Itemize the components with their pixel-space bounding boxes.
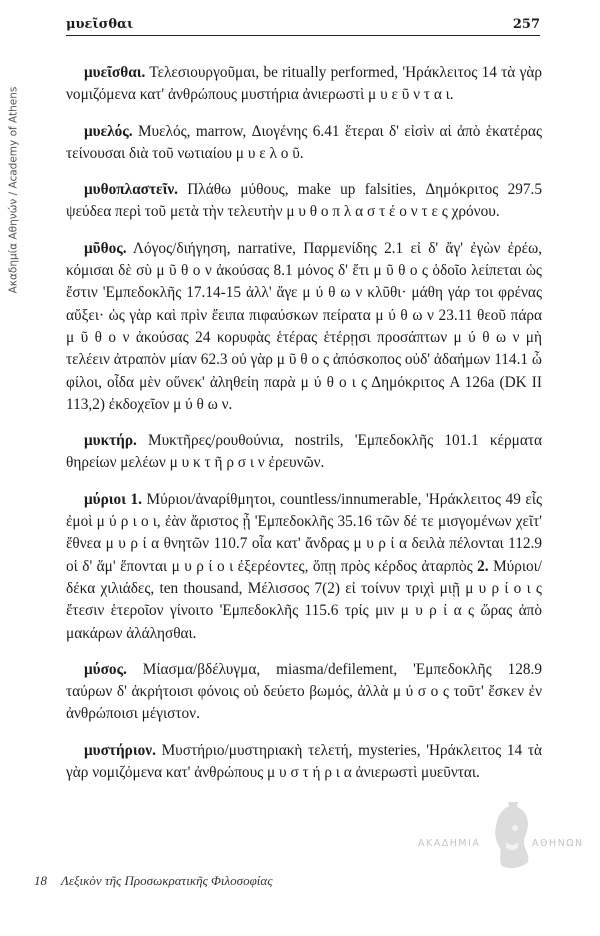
footer-folio: 18: [34, 873, 47, 888]
entry-mueisthai: [66, 62, 542, 107]
page-footer: [34, 873, 273, 889]
entry-musos: [66, 659, 542, 726]
entry-muelos: [66, 121, 542, 166]
entry-text: Μυκτῆρες/ρουθούνια, nostrils, 'Εμπεδοκλῆς 101.1 κέρματα θηρείων μελέων μ υ κ τ ῆ ρ σ ι ν ἐρευνῶν.: [66, 432, 542, 472]
entry-muthoplastein: [66, 179, 542, 224]
dictionary-entries: [66, 62, 542, 798]
athena-head-icon: [488, 802, 536, 872]
sense-1-text: Μύριοι/ἀναρίθμητοι, countless/innumerable, 'Ηράκλειτος 49 εἷς ἐμοὶ μ ύ ρ ι ο ι, ἐὰν ἄριστος ᾖ 'Εμπεδοκλῆς 35.16 τῶν δέ τε μισγομένων χεῖτ' ἔθνεα μ υ ρ ί α θνητῶν 110.7 οἷα κατ' ἄνδρας μ υ ρ ί α δειλὰ πέλονται 112.9 οἱ δ' ἅμ' ἕπονται μ υ ρ ί ο ι ἐξερέοντες, ὅπῃ πρὸς κέρδος ἀταρπὸς: [66, 490, 543, 575]
entry-muthos: [66, 238, 542, 416]
entry-lemma: μυστήριον.: [84, 741, 156, 759]
side-watermark: [3, 40, 23, 340]
entry-lemma: μῦθος.: [84, 239, 127, 257]
side-watermark-text: Ακαδημία Αθηνών / Academy of Athens: [7, 86, 20, 294]
entry-musterion: [66, 740, 542, 785]
entry-text: Μίασμα/βδέλυγμα, miasma/defilement, 'Εμπεδοκλῆς 128.9 ταύρων δ' ἀκρήτοισι φόνοις οὐ δεύετο βωμός, ἀλλὰ μ ύ σ ο ς τοῦτ' ἔσκεν ἐν ἀνθρώποισι μέγιστον.: [66, 660, 542, 723]
entry-text: Μυστήριο/μυστηριακὴ τελετή, mysteries, 'Ηράκλειτος 14 τὰ γὰρ νομιζόμενα κατ' ἀνθρώπους μ υ σ τ ή ρ ι α ἀνιερωστὶ μυεῦνται.: [66, 741, 542, 782]
entry-lemma: μύριοι: [84, 490, 126, 508]
entry-lemma: μύσος.: [84, 660, 127, 678]
entry-lemma: μυκτήρ.: [84, 432, 137, 450]
entry-text: Τελεσιουργοῦμαι, be ritually performed, 'Ηράκλειτος 14 τὰ γὰρ νομιζόμενα κατ' ἀνθρώπους μυστήρια ἀνιερωστὶ μ υ ε ῦ ν τ α ι.: [66, 64, 542, 104]
academy-watermark: [418, 802, 584, 882]
entry-lemma: μυελός.: [84, 122, 133, 140]
watermark-text-right: ΑΘΗΝΩΝ: [532, 838, 584, 849]
sense-number-2: 2.: [472, 557, 489, 575]
watermark-text-left: ΑΚΑΔΗΜΙΑ: [418, 838, 481, 849]
page-number: 257: [512, 17, 540, 32]
entry-text: Λόγος/διήγηση, narrative, Παρμενίδης 2.1 εἰ δ' ἄγ' ἐγὼν ἐρέω, κόμισαι δὲ σὺ μ ῦ θ ο ν ἀκούσας 8.1 μόνος δ' ἔτι μ ῦ θ ο ς ὁδοῖο λείπεται ὡς ἔστιν 'Εμπεδοκλῆς 17.14-15 ἀλλ' ἄγε μ ύ θ ω ν κλῦθι· μάθη γάρ τοι φρένας αὔξει· ὡς γὰρ καὶ πρὶν ἔειπα πιφαύσκων πείρατα μ ύ θ ω ν 23.11 θεοῦ πάρα μ ῦ θ ο ν ἀκούσας 24 κορυφὰς ἑτέρας ἑτέρῃσι προσάπτων μ ύ θ ω ν μὴ τελέειν ἀτραπὸν μίαν 62.3 οὐ γὰρ μ ῦ θ ο ς ἀπόσκοπος οὐδ' ἀδαήμων 114.1 ὦ φίλοι, οἶδα μὲν οὕνεκ' ἀληθείη παρὰ μ ύ θ ο ι ς Δημόκριτος A 126a (DK II 113,2) ἐκδοχεῖον μ ύ θ ω ν.: [66, 239, 542, 413]
entry-murioi: [66, 489, 542, 645]
running-head: [66, 17, 540, 36]
running-head-word: μυεῖσθαι: [66, 17, 134, 32]
entry-lemma: μυθοπλαστεῖν.: [84, 181, 178, 199]
sense-number-1: 1.: [125, 490, 142, 508]
sense-2-text: Μύριοι/δέκα χιλιάδες, ten thousand, Μέλισσος 7(2) εἰ τοίνυν τριχὶ μιῇ μ υ ρ ί ο ι ς ἔτεσιν ἑτεροῖον γίνοιτο 'Εμπεδοκλῆς 115.6 τρίς μιν μ υ ρ ί α ς ὥρας ἀπὸ μακάρων ἀλάλησθαι.: [66, 557, 543, 642]
footer-title: Λεξικὸν τῆς Προσωκρατικῆς Φιλοσοφίας: [61, 873, 273, 888]
entry-text: Μυελός, marrow, Διογένης 6.41 ἕτεραι δ' εἰσὶν αἱ ἀπὸ ἑκατέρας τείνουσαι διὰ τοῦ νωτιαίου μ υ ε λ ο ῦ.: [66, 122, 542, 162]
entry-lemma: μυεῖσθαι.: [84, 64, 146, 81]
entry-text: Πλάθω μύθους, make up falsities, Δημόκριτος 297.5 ψεύδεα περὶ τοῦ μετὰ τὴν τελευτὴν μ υ θ ο π λ α σ τ έ ο ν τ ε ς χρόνου.: [66, 181, 542, 221]
entry-mukter: [66, 430, 542, 475]
